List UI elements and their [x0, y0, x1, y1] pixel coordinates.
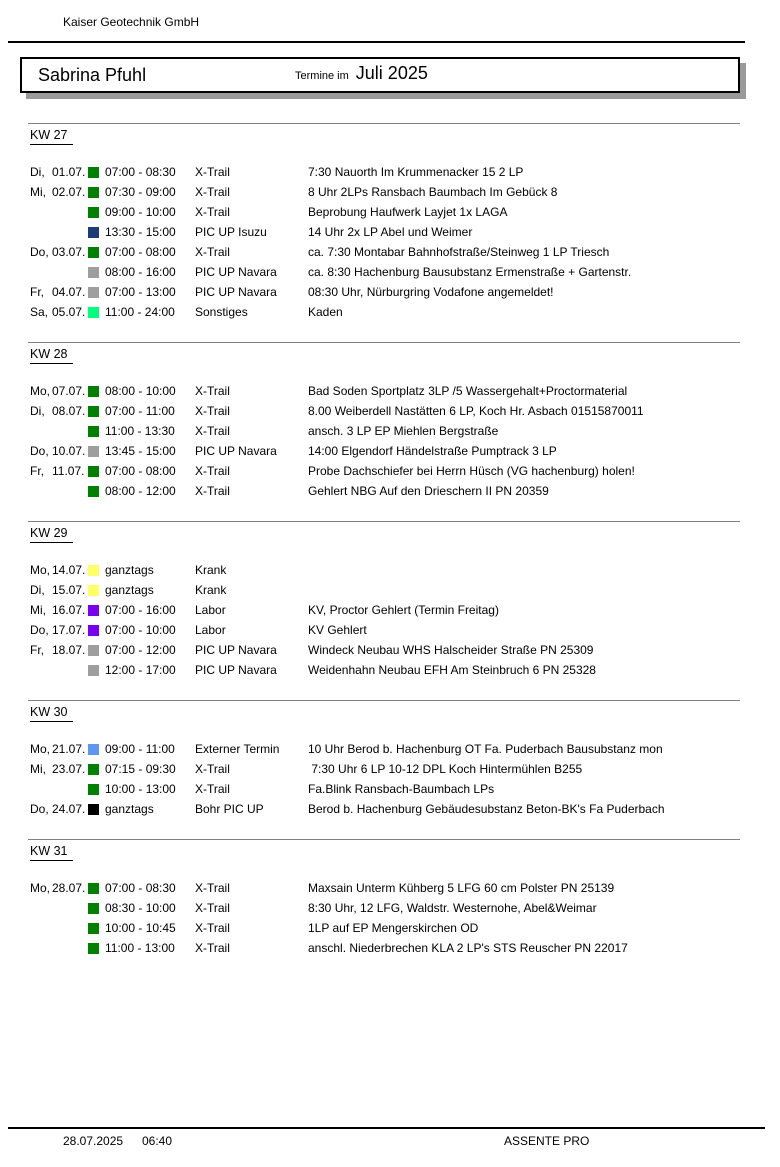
description: Fa.Blink Ransbach-Baumbach LPs	[308, 782, 495, 796]
description: ansch. 3 LP EP Miehlen Bergstraße	[308, 424, 499, 438]
time-range: 07:15 - 09:30	[105, 762, 176, 776]
description: ca. 7:30 Montabar Bahnhofstraße/Steinweg 1 LP Triesch	[308, 245, 610, 259]
time-range: 11:00 - 24:00	[105, 305, 175, 319]
category-color-swatch	[88, 247, 99, 258]
time-range: 07:00 - 08:30	[105, 881, 176, 895]
day-abbr: Mo,	[30, 742, 51, 756]
description: Kaden	[308, 305, 343, 319]
appointment-row	[30, 640, 780, 660]
title-prefix: Termine im	[295, 70, 349, 82]
day-date: 15.07.	[52, 583, 86, 597]
time-range: ganztags	[105, 583, 154, 597]
category-color-swatch	[88, 665, 99, 676]
category-label: X-Trail	[195, 384, 230, 398]
description: 7:30 Nauorth Im Krummenacker 15 2 LP	[308, 165, 524, 179]
description: anschl. Niederbrechen KLA 2 LP's STS Reuscher PN 22017	[308, 941, 628, 955]
day-abbr: Mo,	[30, 384, 51, 398]
category-label: Bohr PIC UP	[195, 802, 264, 816]
category-label: Labor	[195, 603, 226, 617]
time-range: 08:00 - 16:00	[105, 265, 176, 279]
description: Berod b. Hachenburg Gebäudesubstanz Beton-BK's Fa Puderbach	[308, 802, 665, 816]
week-label: KW 30	[30, 705, 73, 722]
time-range: 10:00 - 13:00	[105, 782, 176, 796]
category-color-swatch	[88, 565, 99, 576]
day-abbr: Do,	[30, 245, 49, 259]
weeks-container	[0, 123, 780, 958]
time-range: ganztags	[105, 563, 154, 577]
appointment-row	[30, 162, 780, 182]
category-color-swatch	[88, 406, 99, 417]
day-date: 10.07.	[52, 444, 86, 458]
time-range: 13:30 - 15:00	[105, 225, 176, 239]
category-color-swatch	[88, 267, 99, 278]
day-abbr: Sa,	[30, 305, 49, 319]
category-color-swatch	[88, 386, 99, 397]
appointment-row	[30, 918, 780, 938]
time-range: 09:00 - 11:00	[105, 742, 175, 756]
week-label: KW 27	[30, 128, 73, 145]
description: ca. 8:30 Hachenburg Bausubstanz Ermenstraße + Gartenstr.	[308, 265, 632, 279]
category-label: X-Trail	[195, 185, 230, 199]
category-color-swatch	[88, 804, 99, 815]
time-range: 13:45 - 15:00	[105, 444, 176, 458]
day-abbr: Mi,	[30, 185, 46, 199]
day-date: 17.07.	[52, 623, 86, 637]
appointment-row	[30, 421, 780, 441]
time-range: 07:00 - 16:00	[105, 603, 176, 617]
appointment-row	[30, 620, 780, 640]
appointment-row	[30, 441, 780, 461]
appointment-row	[30, 759, 780, 779]
time-range: 08:30 - 10:00	[105, 901, 176, 915]
category-label: Krank	[195, 583, 227, 597]
week-rows	[0, 560, 780, 680]
footer-rule	[8, 1127, 765, 1129]
appointment-row	[30, 779, 780, 799]
category-color-swatch	[88, 744, 99, 755]
category-color-swatch	[88, 585, 99, 596]
title-month: Juli 2025	[355, 63, 428, 83]
category-label: PIC UP Navara	[195, 444, 277, 458]
day-abbr: Fr,	[30, 285, 44, 299]
description: KV, Proctor Gehlert (Termin Freitag)	[308, 603, 499, 617]
time-range: 12:00 - 17:00	[105, 663, 176, 677]
category-label: X-Trail	[195, 941, 230, 955]
category-color-swatch	[88, 187, 99, 198]
day-abbr: Mo,	[30, 881, 51, 895]
day-abbr: Do,	[30, 444, 49, 458]
day-abbr: Di,	[30, 165, 45, 179]
week-label: KW 29	[30, 526, 73, 543]
description: Beprobung Haufwerk Layjet 1x LAGA	[308, 205, 508, 219]
appointment-row	[30, 182, 780, 202]
day-date: 02.07.	[52, 185, 86, 199]
appointment-row	[30, 262, 780, 282]
header-rule	[8, 41, 745, 43]
time-range: 07:00 - 10:00	[105, 623, 176, 637]
footer-date: 28.07.2025	[63, 1134, 124, 1148]
day-abbr: Mi,	[30, 603, 46, 617]
category-color-swatch	[88, 923, 99, 934]
person-name: Sabrina Pfuhl	[38, 64, 147, 85]
description: Maxsain Unterm Kühberg 5 LFG 60 cm Polster PN 25139	[308, 881, 615, 895]
week-rows	[0, 381, 780, 501]
appointment-row	[30, 481, 780, 501]
app-name: ASSENTE PRO	[504, 1134, 590, 1148]
category-label: X-Trail	[195, 921, 230, 935]
category-label: PIC UP Navara	[195, 663, 277, 677]
description: 1LP auf EP Mengerskirchen OD	[308, 921, 479, 935]
day-date: 23.07.	[52, 762, 86, 776]
description: 8.00 Weiberdell Nastätten 6 LP, Koch Hr. Asbach 01515870011	[308, 404, 644, 418]
time-range: 11:00 - 13:30	[105, 424, 175, 438]
day-date: 04.07.	[52, 285, 86, 299]
category-label: X-Trail	[195, 424, 230, 438]
day-date: 28.07.	[52, 881, 86, 895]
category-color-swatch	[88, 645, 99, 656]
appointment-row	[30, 401, 780, 421]
time-range: 10:00 - 10:45	[105, 921, 176, 935]
appointment-row	[30, 580, 780, 600]
category-label: Krank	[195, 563, 227, 577]
category-label: X-Trail	[195, 165, 230, 179]
day-abbr: Fr,	[30, 643, 44, 657]
category-color-swatch	[88, 943, 99, 954]
category-label: Sonstiges	[195, 305, 248, 319]
day-date: 11.07.	[52, 464, 85, 478]
category-label: Externer Termin	[195, 742, 280, 756]
category-label: PIC UP Navara	[195, 285, 277, 299]
category-color-swatch	[88, 903, 99, 914]
description: 14 Uhr 2x LP Abel und Weimer	[308, 225, 473, 239]
appointment-row	[30, 222, 780, 242]
week-rows	[0, 739, 780, 819]
week-section	[0, 839, 780, 958]
category-color-swatch	[88, 764, 99, 775]
day-date: 14.07.	[52, 563, 86, 577]
description: 7:30 Uhr 6 LP 10-12 DPL Koch Hintermühlen B255	[308, 762, 583, 776]
week-section	[0, 123, 780, 322]
description: KV Gehlert	[308, 623, 367, 637]
category-color-swatch	[88, 486, 99, 497]
description: 10 Uhr Berod b. Hachenburg OT Fa. Puderbach Bausubstanz mon	[308, 742, 663, 756]
day-date: 18.07.	[52, 643, 86, 657]
category-label: PIC UP Navara	[195, 265, 277, 279]
footer-time: 06:40	[142, 1134, 173, 1148]
time-range: 07:00 - 08:00	[105, 245, 176, 259]
appointment-row	[30, 739, 780, 759]
category-label: X-Trail	[195, 484, 230, 498]
category-label: Labor	[195, 623, 226, 637]
category-label: X-Trail	[195, 464, 230, 478]
description: Bad Soden Sportplatz 3LP /5 Wassergehalt+Proctormaterial	[308, 384, 628, 398]
time-range: 08:00 - 10:00	[105, 384, 176, 398]
appointment-row	[30, 938, 780, 958]
week-rows	[0, 162, 780, 322]
category-label: PIC UP Navara	[195, 643, 277, 657]
appointment-row	[30, 898, 780, 918]
time-range: 07:00 - 08:00	[105, 464, 176, 478]
day-abbr: Di,	[30, 404, 45, 418]
day-date: 03.07.	[52, 245, 86, 259]
category-color-swatch	[88, 207, 99, 218]
time-range: 11:00 - 13:00	[105, 941, 175, 955]
time-range: 09:00 - 10:00	[105, 205, 176, 219]
appointment-row	[30, 202, 780, 222]
day-abbr: Do,	[30, 623, 49, 637]
time-range: ganztags	[105, 802, 154, 816]
appointment-row	[30, 302, 780, 322]
time-range: 07:30 - 09:00	[105, 185, 176, 199]
category-color-swatch	[88, 307, 99, 318]
category-color-swatch	[88, 446, 99, 457]
appointment-row	[30, 242, 780, 262]
appointment-row	[30, 799, 780, 819]
category-label: X-Trail	[195, 881, 230, 895]
time-range: 07:00 - 13:00	[105, 285, 176, 299]
category-color-swatch	[88, 784, 99, 795]
day-date: 21.07.	[52, 742, 86, 756]
week-section	[0, 700, 780, 819]
category-color-swatch	[88, 466, 99, 477]
category-label: X-Trail	[195, 245, 230, 259]
day-abbr: Mi,	[30, 762, 46, 776]
description: 14:00 Elgendorf Händelstraße Pumptrack 3 LP	[308, 444, 557, 458]
appointment-row	[30, 878, 780, 898]
day-abbr: Do,	[30, 802, 49, 816]
category-color-swatch	[88, 883, 99, 894]
time-range: 07:00 - 11:00	[105, 404, 175, 418]
category-color-swatch	[88, 605, 99, 616]
day-date: 08.07.	[52, 404, 86, 418]
appointment-row	[30, 600, 780, 620]
description: Gehlert NBG Auf den Drieschern II PN 20359	[308, 484, 549, 498]
time-range: 08:00 - 12:00	[105, 484, 176, 498]
week-section	[0, 342, 780, 501]
appointment-row	[30, 660, 780, 680]
day-date: 05.07.	[52, 305, 86, 319]
category-color-swatch	[88, 287, 99, 298]
time-range: 07:00 - 08:30	[105, 165, 176, 179]
category-color-swatch	[88, 167, 99, 178]
day-date: 01.07.	[52, 165, 86, 179]
category-label: X-Trail	[195, 205, 230, 219]
appointment-row	[30, 381, 780, 401]
day-date: 07.07.	[52, 384, 86, 398]
time-range: 07:00 - 12:00	[105, 643, 176, 657]
appointment-row	[30, 282, 780, 302]
day-abbr: Mo,	[30, 563, 51, 577]
category-label: PIC UP Isuzu	[195, 225, 267, 239]
category-color-swatch	[88, 227, 99, 238]
category-color-swatch	[88, 426, 99, 437]
description: Weidenhahn Neubau EFH Am Steinbruch 6 PN 25328	[308, 663, 596, 677]
category-label: X-Trail	[195, 782, 230, 796]
report-title	[295, 63, 428, 84]
week-label: KW 31	[30, 844, 73, 861]
category-color-swatch	[88, 625, 99, 636]
day-abbr: Di,	[30, 583, 45, 597]
category-label: X-Trail	[195, 762, 230, 776]
day-date: 16.07.	[52, 603, 86, 617]
description: Windeck Neubau WHS Halscheider Straße PN 25309	[308, 643, 594, 657]
description: Probe Dachschiefer bei Herrn Hüsch (VG hachenburg) holen!	[308, 464, 635, 478]
description: 08:30 Uhr, Nürburgring Vodafone angemeldet!	[308, 285, 554, 299]
day-abbr: Fr,	[30, 464, 44, 478]
week-label: KW 28	[30, 347, 73, 364]
company-name: Kaiser Geotechnik GmbH	[63, 15, 200, 29]
appointment-row	[30, 560, 780, 580]
title-box	[20, 57, 740, 93]
week-rows	[0, 878, 780, 958]
day-date: 24.07.	[52, 802, 86, 816]
appointment-row	[30, 461, 780, 481]
description: 8:30 Uhr, 12 LFG, Waldstr. Westernohe, Abel&Weimar	[308, 901, 597, 915]
category-label: X-Trail	[195, 404, 230, 418]
week-section	[0, 521, 780, 680]
category-label: X-Trail	[195, 901, 230, 915]
description: 8 Uhr 2LPs Ransbach Baumbach Im Gebück 8	[308, 185, 558, 199]
